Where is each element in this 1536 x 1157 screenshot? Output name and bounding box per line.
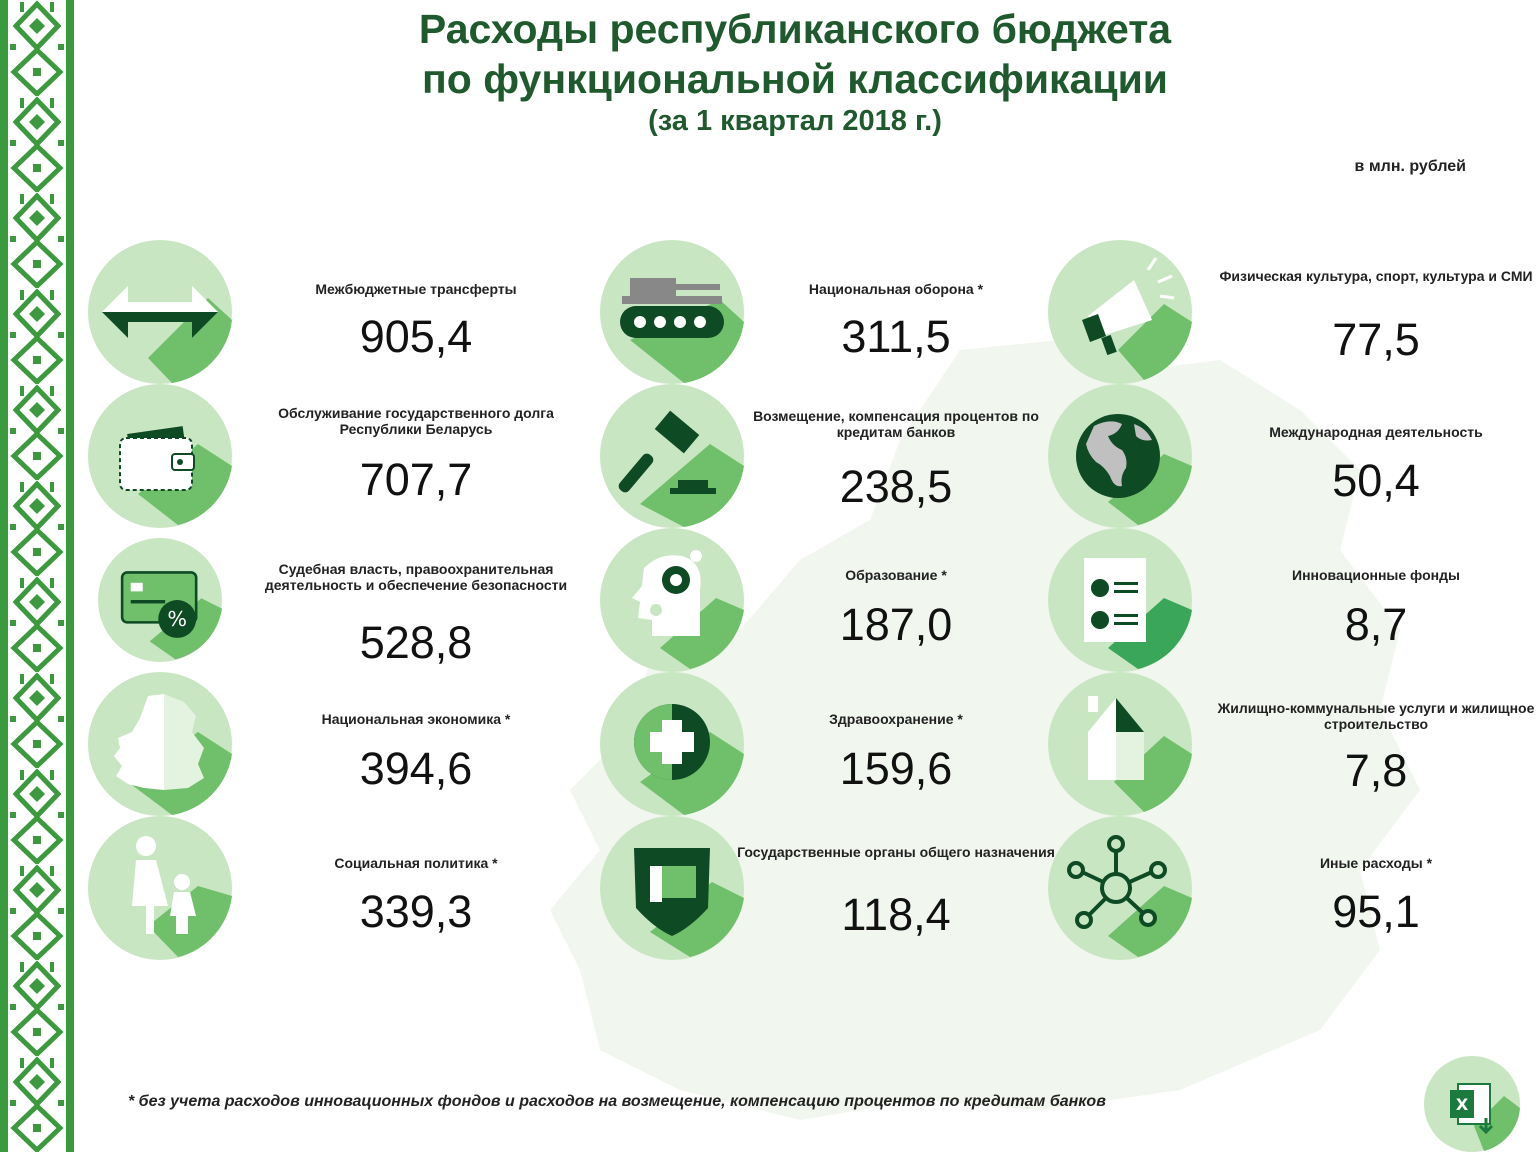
item-label-housing: Жилищно-коммунальные услуги и жилищное строительство xyxy=(1217,700,1535,732)
item-value-innovation: 8,7 xyxy=(1344,599,1408,650)
item-label-education: Образование * xyxy=(845,567,947,583)
network-icon xyxy=(1048,816,1192,960)
item-label-government: Государственные органы общего назначения xyxy=(737,844,1055,860)
item-value-education: 187,0 xyxy=(839,599,953,650)
wallet-icon xyxy=(88,384,232,528)
item-value-defense: 311,5 xyxy=(841,311,951,362)
item-label-transfers: Межбюджетные трансферты xyxy=(315,281,517,297)
item-label-debt: Обслуживание государственного долга Республики Беларусь xyxy=(278,405,554,437)
medical-cross-icon xyxy=(600,672,744,816)
item-value-housing: 7,8 xyxy=(1344,745,1408,796)
item-label-international: Международная деятельность xyxy=(1269,424,1483,440)
gavel-icon xyxy=(600,384,744,528)
tank-icon xyxy=(600,240,744,384)
item-value-justice: 528,8 xyxy=(359,617,473,668)
item-value-health: 159,6 xyxy=(839,743,953,794)
item-value-economy: 394,6 xyxy=(359,743,473,794)
item-label-compensation: Возмещение, компенсация процентов по кредитам банков xyxy=(753,408,1039,440)
item-label-other: Иные расходы * xyxy=(1319,855,1433,871)
page-title-line1: Расходы республиканского бюджета xyxy=(418,6,1172,52)
item-value-international: 50,4 xyxy=(1332,455,1420,506)
item-value-debt: 707,7 xyxy=(359,454,473,505)
page-title-line2: по функциональной классификации xyxy=(422,56,1168,102)
item-value-compensation: 238,5 xyxy=(839,461,953,512)
item-label-economy: Национальная экономика * xyxy=(321,711,511,727)
megaphone-icon xyxy=(1048,240,1192,384)
item-value-culture: 77,5 xyxy=(1332,314,1420,365)
belarus-map-icon xyxy=(88,672,232,816)
item-label-justice: Судебная власть, правоохранительная деятельность и обеспечение безопасности xyxy=(264,561,568,593)
excel-download-icon[interactable] xyxy=(1424,1056,1520,1152)
item-value-transfers: 905,4 xyxy=(359,311,473,362)
globe-icon xyxy=(1048,384,1192,528)
card-percent-icon xyxy=(98,538,222,662)
item-value-other: 95,1 xyxy=(1332,886,1420,937)
unit-label: в млн. рублей xyxy=(1354,158,1466,175)
item-label-social: Социальная политика * xyxy=(334,855,498,871)
ornament-border xyxy=(0,0,74,1152)
page-subtitle: (за 1 квартал 2018 г.) xyxy=(648,105,942,137)
svg-text:%: % xyxy=(167,606,188,631)
item-value-social: 339,3 xyxy=(359,886,473,937)
item-label-defense: Национальная оборона * xyxy=(808,281,984,297)
document-chart-icon xyxy=(1048,528,1192,672)
item-label-culture: Физическая культура, спорт, культура и СМИ xyxy=(1219,268,1533,284)
house-icon xyxy=(1048,672,1192,816)
family-icon xyxy=(88,816,232,960)
svg-text:X: X xyxy=(1455,1095,1469,1114)
head-gear-icon xyxy=(600,528,744,672)
item-label-health: Здравоохранение * xyxy=(829,711,963,727)
item-label-innovation: Инновационные фонды xyxy=(1292,567,1460,583)
arrows-icon xyxy=(88,240,232,384)
shield-flag-icon xyxy=(600,816,744,960)
footnote: * без учета расходов инновационных фондов и расходов на возмещение, компенсацию процентов по кредитам банков xyxy=(128,1093,1106,1110)
item-value-government: 118,4 xyxy=(841,889,951,940)
